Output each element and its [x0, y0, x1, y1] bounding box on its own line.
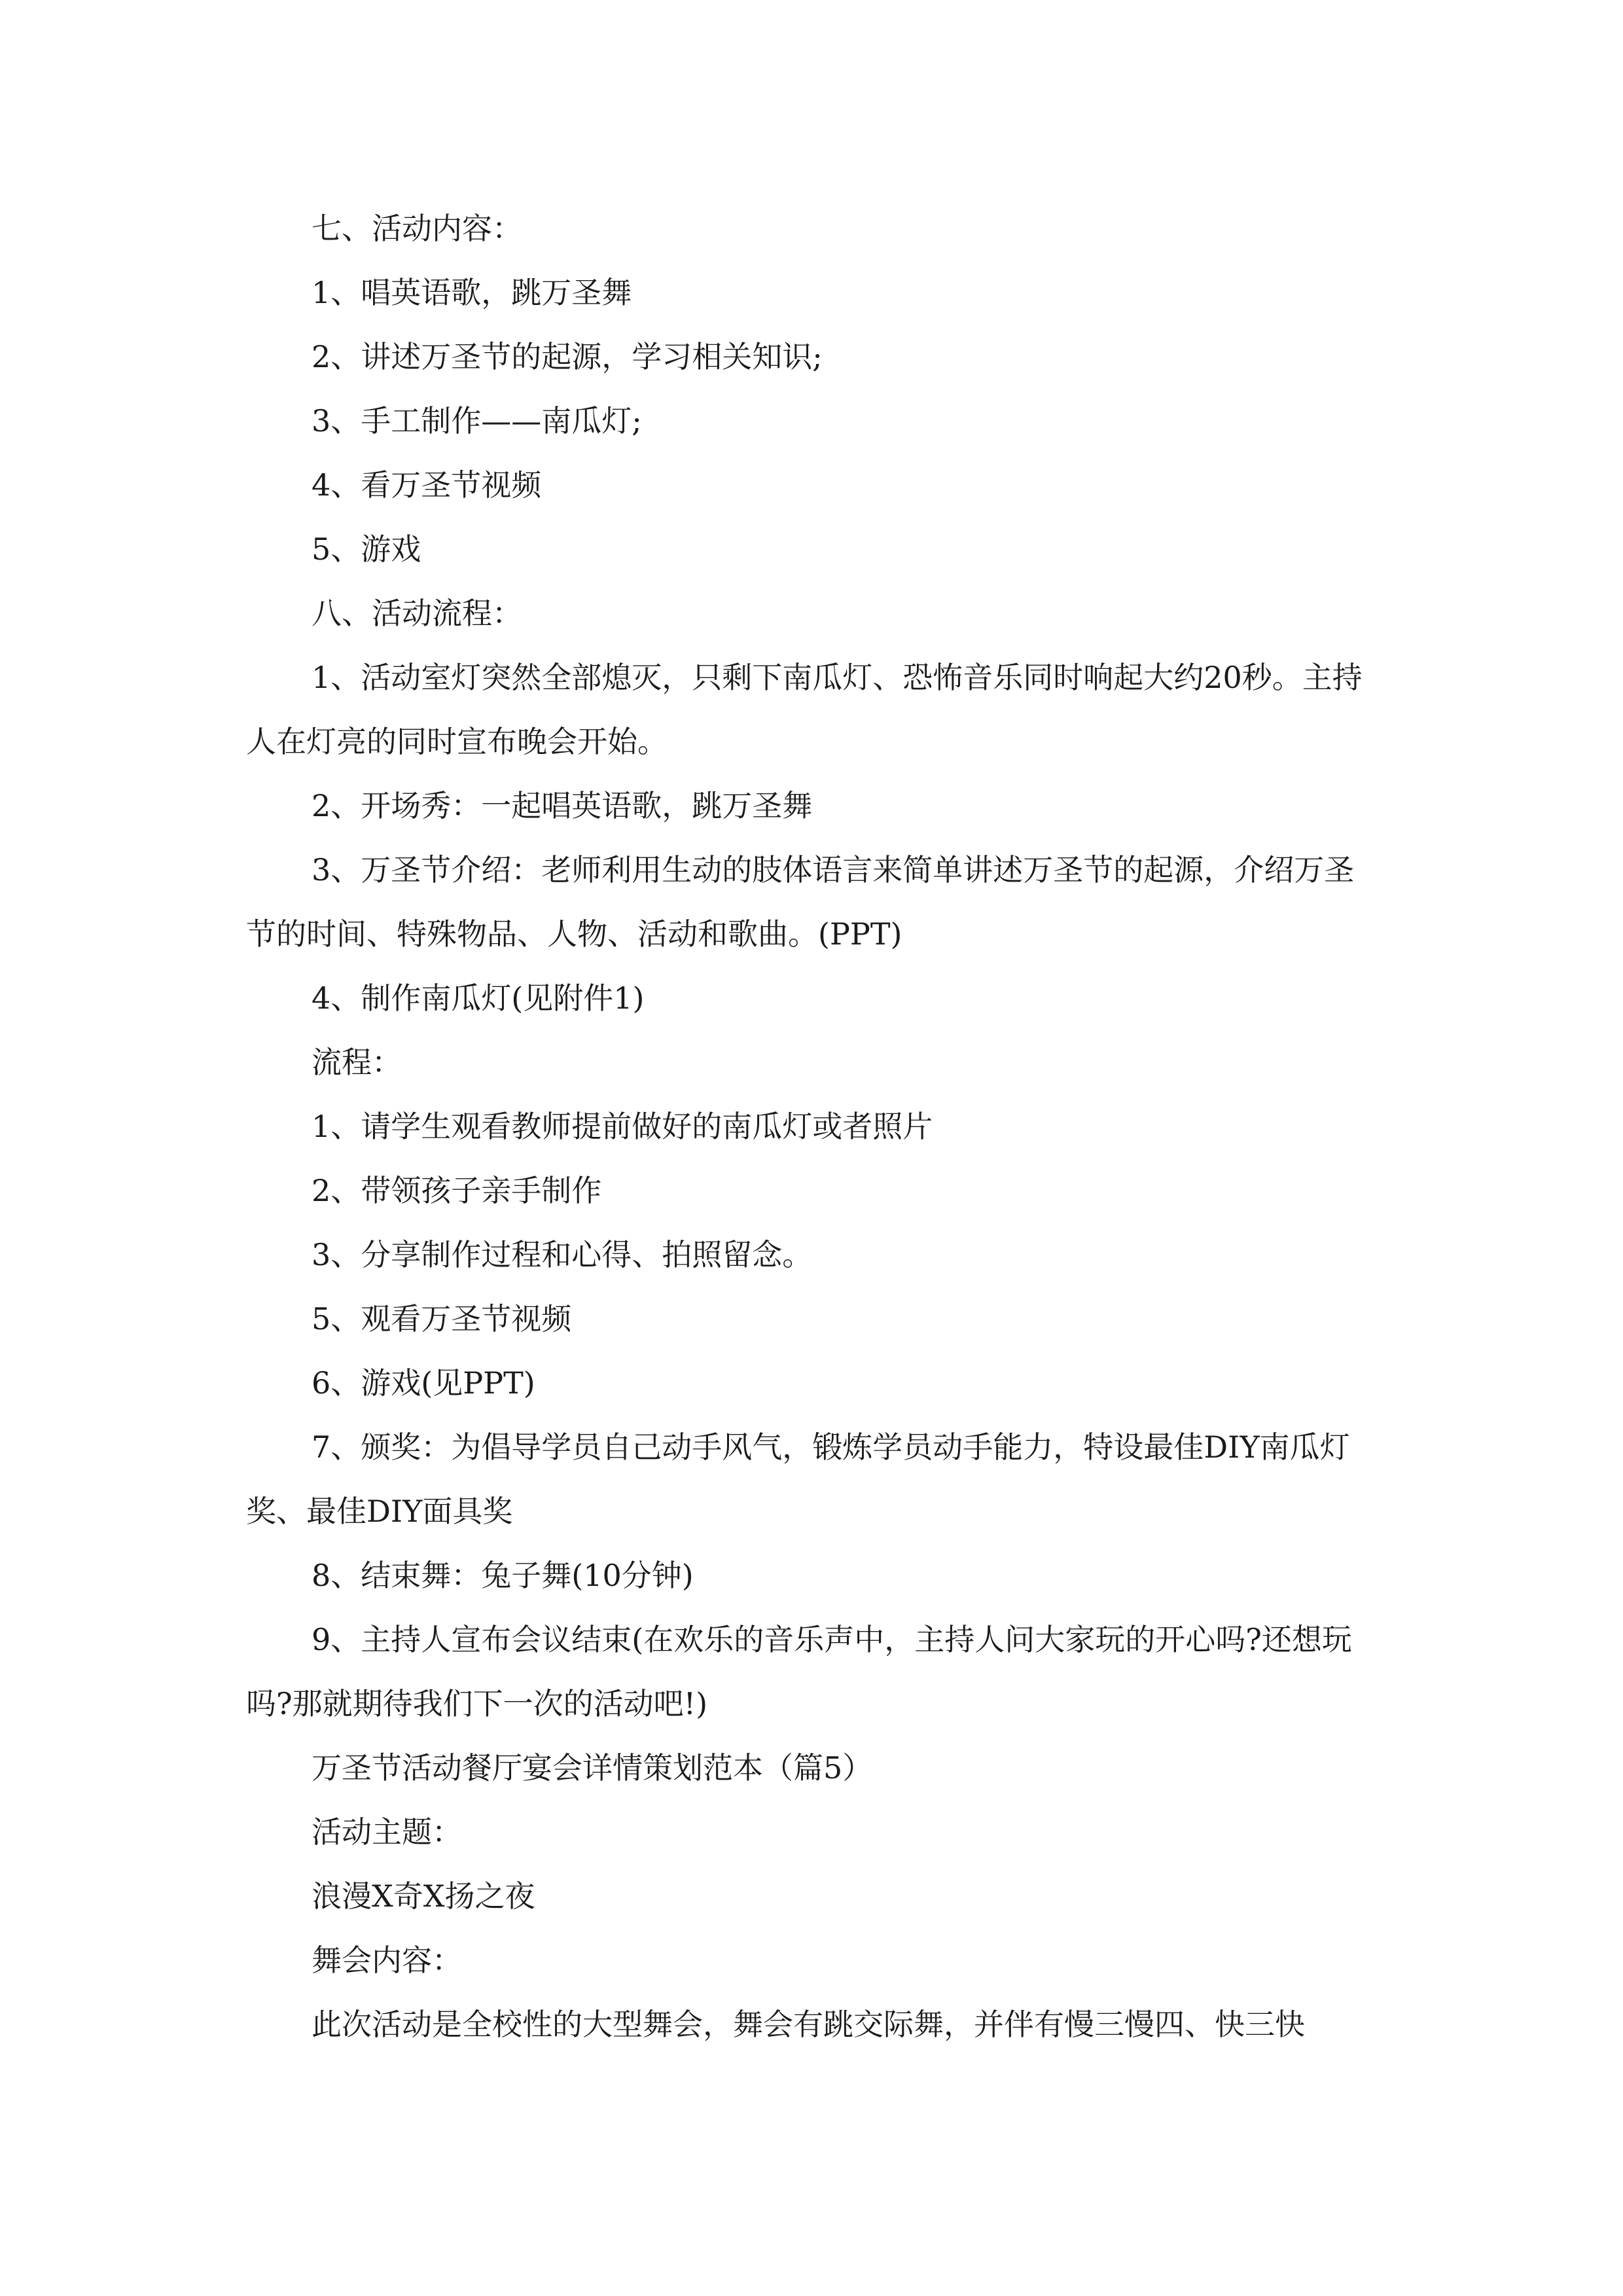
label-dance-content: 舞会内容： — [312, 1943, 462, 1978]
list-item: 1、活动室灯突然全部熄灭，只剩下南瓜灯、恐怖音乐同时响起大约20秒。主持人在灯亮的同时宣布晚会开始。 — [246, 660, 1363, 759]
list-item: 5、游戏 — [312, 531, 421, 567]
list-item: 3、手工制作——南瓜灯; — [312, 403, 642, 439]
section-heading-activity-process: 八、活动流程： — [312, 596, 522, 631]
subheading-process: 流程： — [312, 1045, 402, 1080]
activity-theme-value: 浪漫X奇X扬之夜 — [312, 1878, 535, 1914]
list-item: 2、带领孩子亲手制作 — [312, 1173, 602, 1208]
section-heading-activity-content: 七、活动内容： — [312, 211, 522, 246]
list-item: 5、观看万圣节视频 — [312, 1301, 572, 1336]
list-item: 3、分享制作过程和心得、拍照留念。 — [312, 1237, 813, 1272]
article-title: 万圣节活动餐厅宴会详情策划范本（篇5） — [312, 1750, 873, 1785]
list-item: 2、开场秀：一起唱英语歌，跳万圣舞 — [312, 788, 813, 823]
body-paragraph: 此次活动是全校性的大型舞会，舞会有跳交际舞，并伴有慢三慢四、快三快 — [312, 2007, 1305, 2042]
list-item: 6、游戏(见PPT) — [312, 1365, 535, 1401]
label-activity-theme: 活动主题： — [312, 1814, 462, 1850]
list-item: 1、请学生观看教师提前做好的南瓜灯或者照片 — [312, 1109, 933, 1144]
list-item: 8、结束舞：兔子舞(10分钟) — [312, 1558, 694, 1593]
document-body — [246, 196, 1378, 2056]
list-item: 3、万圣节介绍：老师利用生动的肢体语言来简单讲述万圣节的起源，介绍万圣节的时间、特殊物品、人物、活动和歌曲。(PPT) — [246, 852, 1355, 952]
list-item: 7、颁奖：为倡导学员自己动手风气，锻炼学员动手能力，特设最佳DIY南瓜灯奖、最佳DIY面具奖 — [246, 1429, 1350, 1529]
list-item: 4、制作南瓜灯(见附件1) — [312, 980, 645, 1016]
list-item: 4、看万圣节视频 — [312, 467, 542, 503]
list-item: 2、讲述万圣节的起源，学习相关知识; — [312, 339, 823, 374]
list-item: 9、主持人宣布会议结束(在欢乐的音乐声中，主持人问大家玩的开心吗?还想玩吗?那就期待我们下一次的活动吧!) — [246, 1622, 1352, 1721]
list-item: 1、唱英语歌，跳万圣舞 — [312, 275, 632, 310]
